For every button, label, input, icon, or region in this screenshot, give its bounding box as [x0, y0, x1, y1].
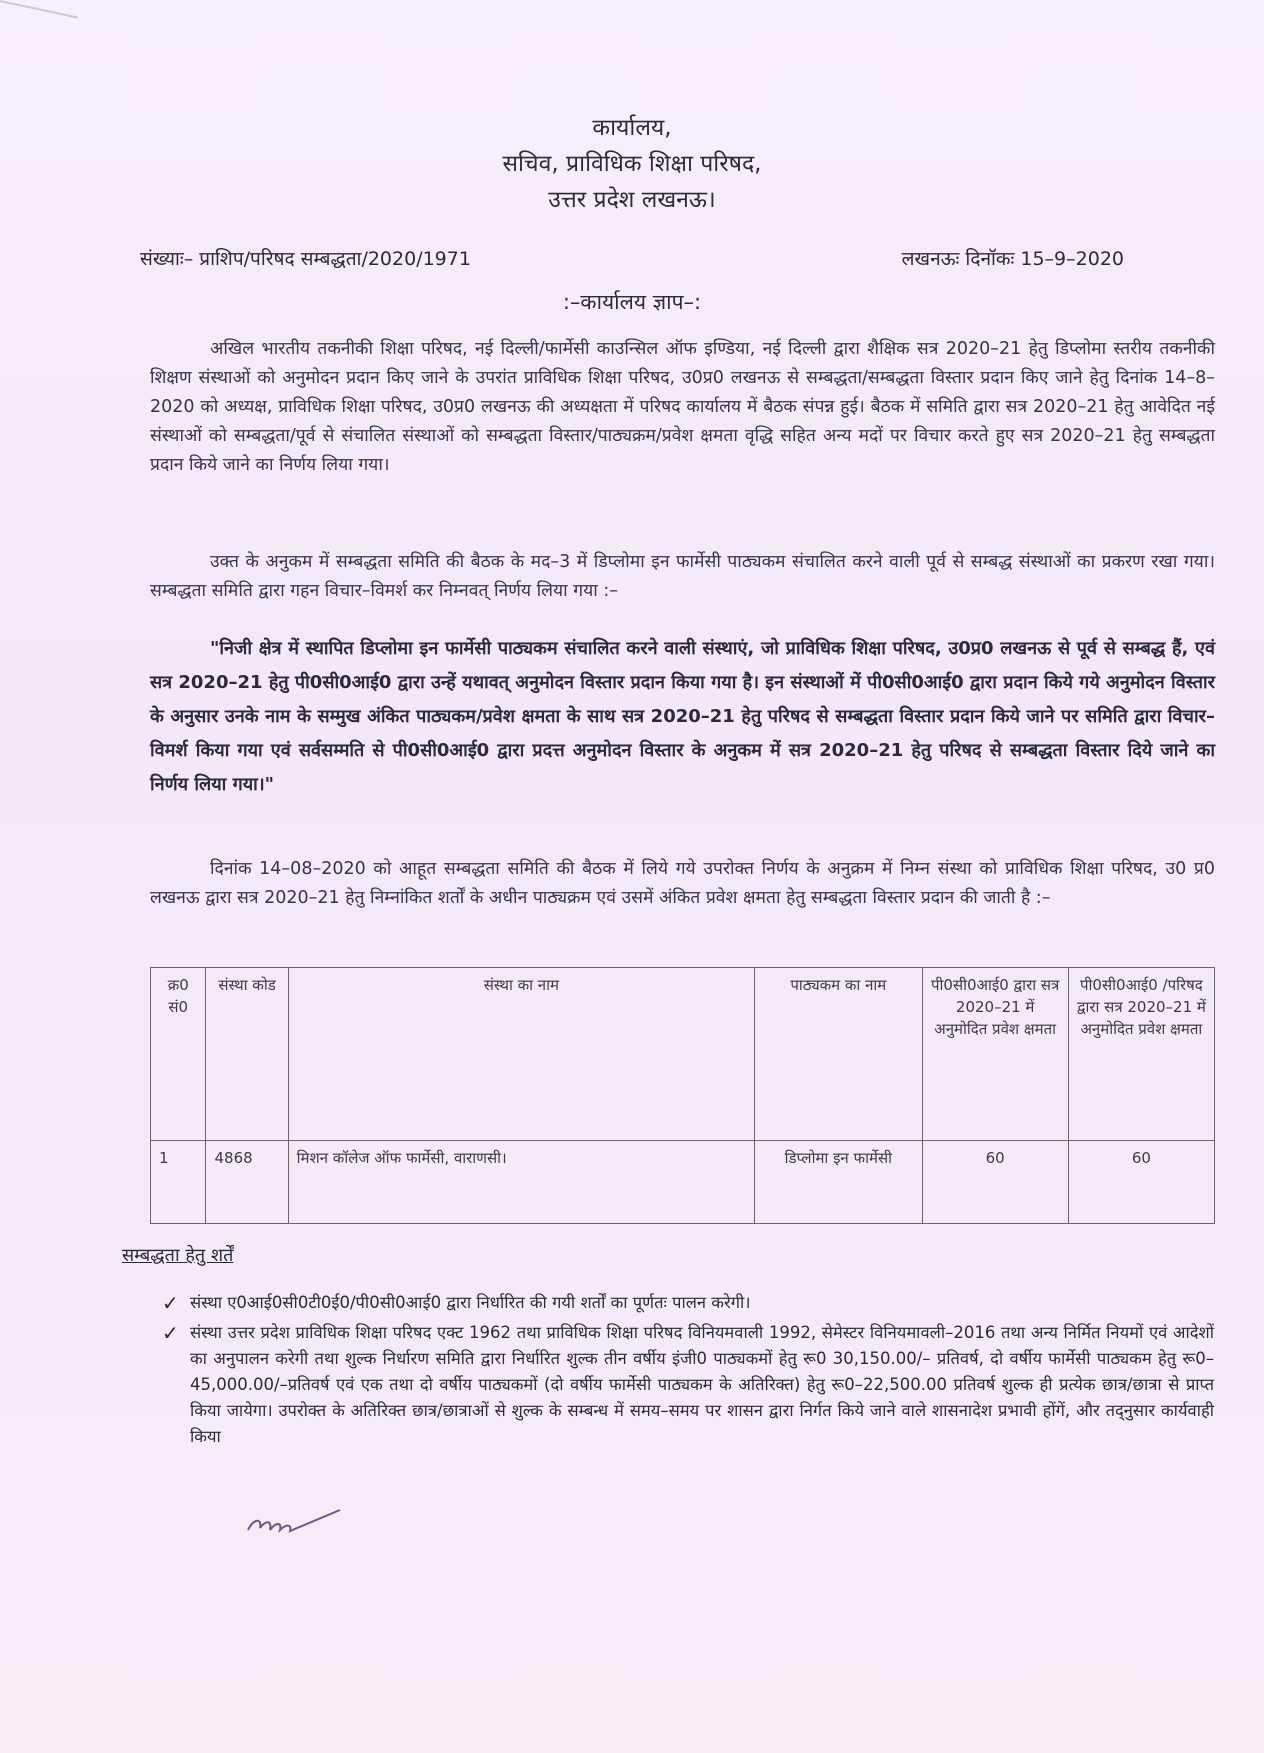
cell-council-capacity: 60: [1068, 1141, 1214, 1224]
table-header-row: [151, 968, 1215, 1141]
conditions-list: [162, 1290, 1214, 1454]
paragraph-1: अखिल भारतीय तकनीकी शिक्षा परिषद, नई दिल्ली/फार्मेसी काउन्सिल ऑफ इण्डिया, नई दिल्ली द्वारा शैक्षिक सत्र 2020–21 हेतु डिप्लोमा स्तरीय तकनीकी शिक्षण संस्थाओं को अनुमोदन प्रदान किए जाने के उपरांत प्राविधिक शिक्षा परिषद, उ0प्र0 लखनऊ से सम्बद्धता/सम्बद्धता विस्तार प्रदान किए जाने हेतु दिनांक 14–8–2020 को अध्यक्ष, प्राविधिक शिक्षा परिषद, उ0प्र0 लखनऊ की अध्यक्षता में परिषद कार्यालय में बैठक संपन्न हुई। बैठक में समिति द्वारा सत्र 2020–21 हेतु आवेदित नई संस्थाओं को सम्बद्धता/पूर्व से संचालित संस्थाओं को सम्बद्धता विस्तार/पाठ्यक्रम/प्रवेश क्षमता वृद्धि सहित अन्य मदों पर विचार करते हुए सत्र 2020–21 हेतु सम्बद्धता प्रदान किये जाने का निर्णय लिया गया।: [150, 339, 1215, 475]
table-row: [151, 1141, 1215, 1224]
reference-number: संख्याः– प्राशिप/परिषद सम्बद्धता/2020/1971: [140, 248, 471, 270]
list-item: [162, 1290, 1214, 1316]
paragraph-2: उक्त के अनुकम में सम्बद्धता समिति की बैठक के मद–3 में डिप्लोमा इन फार्मेसी पाठ्यकम संचालित करने वाली पूर्व से सम्बद्ध संस्थाओं का प्रकरण रखा गया। सम्बद्धता समिति द्वारा गहन विचार–विमर्श कर निम्नवत् निर्णय लिया गया :–: [150, 552, 1215, 601]
header-pci-capacity: पी0सी0आई0 द्वारा सत्र 2020–21 में अनुमोदित प्रवेश क्षमता: [922, 968, 1068, 1141]
header-code: संस्था कोड: [206, 968, 288, 1141]
cell-institution-name: मिशन कॉलेज ऑफ फार्मेसी, वाराणसी।: [288, 1141, 754, 1224]
paragraph-4: दिनांक 14–08–2020 को आहूत सम्बद्धता समिति की बैठक में लिये गये उपरोक्त निर्णय के अनुक्रम में निम्न संस्था को प्राविधिक शिक्षा परिषद, उ0 प्र0 लखनऊ द्वारा सत्र 2020–21 हेतु निम्नांकित शर्तों के अधीन पाठ्यक्रम एवं उसमें अंकित प्रवेश क्षमता हेतु सम्बद्धता विस्तार प्रदान की जाती है :–: [150, 859, 1215, 908]
condition-text-1: संस्था ए0आई0सी0टी0ई0/पी0सी0आई0 द्वारा निर्धारित की गयी शर्तों का पूर्णतः पालन करेगी।: [190, 1293, 751, 1312]
office-header: [0, 110, 1264, 218]
header-serial: क्र0 सं0: [151, 968, 206, 1141]
reference-line: [140, 245, 1124, 271]
condition-text-2: संस्था उत्तर प्रदेश प्राविधिक शिक्षा परिषद एक्ट 1962 तथा प्राविधिक शिक्षा परिषद विनियमवाली 1992, सेमेस्टर विनियमावली–2016 तथा अन्य निर्मित नियमों एवं आदेशों का अनुपालन करेगी तथा शुल्क निर्धारण समिति द्वारा निर्धारित शुल्क तीन वर्षीय इंजी0 पाठ्यकमों हेतु रू0 30,150.00/– प्रतिवर्ष, दो वर्षीय फार्मेसी पाठ्यकम हेतु रू0–45,000.00/–प्रतिवर्ष एवं एक तथा दो वर्षीय पाठ्यकमों (दो वर्षीय फार्मेसी पाठ्यकम के अतिरिक्त) हेतु रू0–22,500.00 प्रतिवर्ष शुल्क ही प्रत्येक छात्र/छात्रा से प्राप्त किया जायेगा। उपरोक्त के अतिरिक्त छात्र/छात्राओं से शुल्क के सम्बन्ध में समय–समय पर शासन द्वारा निर्गत किये जाने वाले शासनादेश प्रभावी होंगें, और तद्नुसार कार्यवाही किया: [190, 1323, 1214, 1446]
header-line-3: उत्तर प्रदेश लखनऊ।: [548, 187, 716, 213]
check-mark-icon: ✓: [162, 1321, 179, 1345]
header-line-2: सचिव, प्राविधिक शिक्षा परिषद,: [502, 151, 762, 177]
memo-title: :–कार्यालय ज्ञाप–:: [562, 290, 702, 314]
conditions-title: सम्बद्धता हेतु शर्तें: [122, 1245, 234, 1266]
signature-icon: [240, 1500, 350, 1540]
header-council-capacity: पी0सी0आई0 /परिषद द्वारा सत्र 2020–21 में अनुमोदित प्रवेश क्षमता: [1068, 968, 1214, 1141]
cell-code: 4868: [206, 1141, 288, 1224]
cell-course-name: डिप्लोमा इन फार्मेसी: [755, 1141, 923, 1224]
header-institution-name: संस्था का नाम: [288, 968, 754, 1141]
cell-serial: 1: [151, 1141, 206, 1224]
paragraph-3-quote: "निजी क्षेत्र में स्थापित डिप्लोमा इन फार्मेसी पाठ्यकम संचालित करने वाली संस्थाएं, जो प्राविधिक शिक्षा परिषद, उ0प्र0 लखनऊ से पूर्व से सम्बद्ध हैं, एवं सत्र 2020–21 हेतु पी0सी0आई0 द्वारा उन्हें यथावत् अनुमोदन विस्तार प्रदान किया गया है। इन संस्थाओं में पी0सी0आई0 द्वारा प्रदान किये गये अनुमोदन विस्तार के अनुसार उनके नाम के सम्मुख अंकित पाठ्यकम/प्रवेश क्षमता के साथ सत्र 2020–21 हेतु परिषद से सम्बद्धता विस्तार प्रदान किये जाने पर समिति द्वारा विचार–विमर्श किया गया एवं सर्वसम्मति से पी0सी0आई0 द्वारा प्रदत्त अनुमोदन विस्तार के अनुकम में सत्र 2020–21 हेतु परिषद से सम्बद्धता विस्तार दिये जाने का निर्णय लिया गया।": [150, 638, 1215, 795]
list-item: [162, 1320, 1214, 1450]
cell-pci-capacity: 60: [922, 1141, 1068, 1224]
reference-date: लखनऊः दिनॉकः 15–9–2020: [901, 248, 1124, 270]
institution-table: [150, 967, 1215, 1224]
check-mark-icon: ✓: [162, 1291, 179, 1315]
header-course-name: पाठ्यकम का नाम: [755, 968, 923, 1141]
header-line-1: कार्यालय,: [592, 115, 672, 141]
